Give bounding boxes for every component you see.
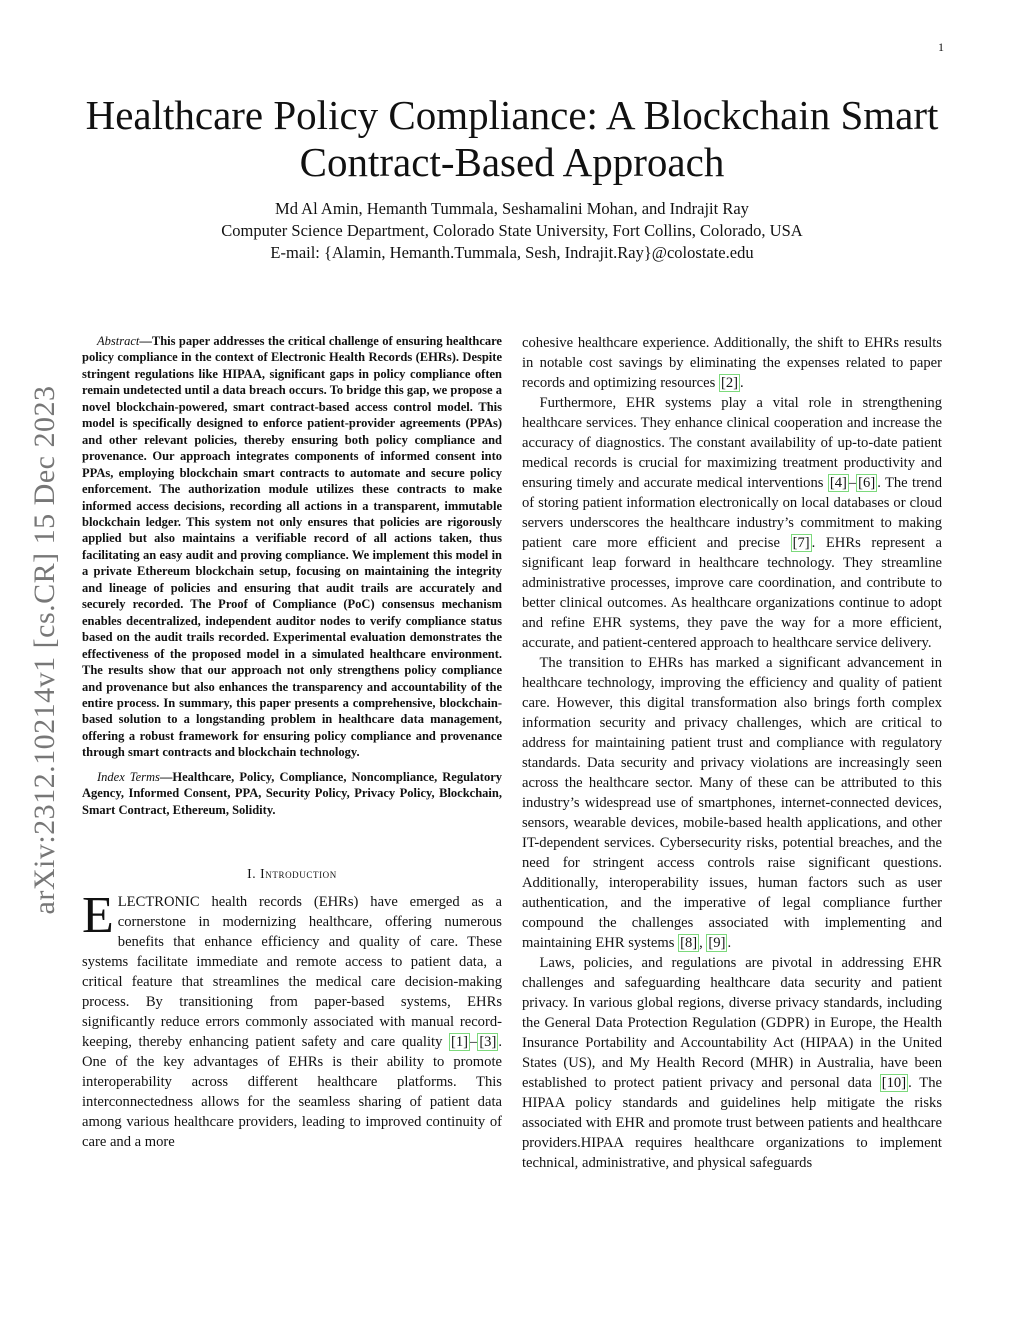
author-email: E-mail: {Alamin, Hemanth.Tummala, Sesh, Indrajit.Ray}@colostate.edu [270, 243, 754, 262]
intro-text-a: health records (EHRs) have emerged as a cornerstone in modernizing healthcare, offering numerous benefits that enhance efficiency and quality of care. These systems facilitate immediate and remote access to patient data, a critical feature that streamlines the medical care decision-making process. By transitioning from paper-based systems, EHRs significantly reduce errors commonly associated with manual record-keeping, thereby enhancing patient safety and care quality [82, 894, 502, 1051]
author-block [100, 198, 924, 264]
index-terms [82, 769, 502, 818]
abstract [82, 333, 502, 761]
citation-link[interactable]: [1] [450, 1034, 469, 1051]
paragraph-text: . The HIPAA policy standards and guidelines help mitigate the risks associated with EHR and promote trust between patients and healthcare providers.HIPAA requires healthcare organizations to implement technical, administrative, and physical safeguards [522, 1075, 942, 1171]
intro-text-b: . One of the key advantages of EHRs is their ability to promote interoperability across different healthcare platforms. This interconnectedness allows for the seamless sharing of patient data among various healthcare providers, leading to improved continuity of care and a more [82, 1034, 502, 1151]
abstract-label: Abstract [97, 334, 140, 348]
index-terms-text: Healthcare, Policy, Compliance, Noncompliance, Regulatory Agency, Informed Consent, PPA, Security Policy, Privacy Policy, Blockchain, Smart Contract, Ethereum, Solidity. [82, 769, 502, 817]
paragraph-text: . [739, 375, 744, 391]
citation-separator: , [699, 935, 707, 951]
body-paragraph [522, 953, 942, 1173]
citation-range-dash: – [848, 475, 857, 491]
citation-link[interactable]: [9] [708, 935, 726, 951]
citation-link[interactable]: [4] [829, 475, 847, 491]
citation-link[interactable]: [3] [479, 1034, 497, 1051]
body-paragraph [522, 653, 942, 953]
paragraph-text: Furthermore, EHR systems play a vital role in strengthening healthcare services. They enhance clinical cooperation and increase the accuracy of diagnostics. The constant availability of up-to-date patient medical records is crucial for maximizing treatment productivity and ensuring timely and accurate medical interventions [522, 395, 942, 491]
citation-range-dash: – [470, 1034, 478, 1051]
abstract-dash: — [139, 334, 152, 348]
paragraph-text: . The trend of storing patient information electronically on local databases or cloud servers underscores the healthcare industry’s commitment to making patient care more efficient and precise [522, 475, 943, 551]
intro-paragraph [82, 887, 502, 1152]
intro-lead-word: LECTRONIC [117, 894, 200, 911]
citation-link[interactable]: [6] [858, 475, 876, 491]
paper-title [60, 92, 964, 186]
index-terms-dash: — [159, 769, 173, 784]
abstract-text: This paper addresses the critical challenge of ensuring healthcare policy compliance in the context of Electronic Health Records (EHRs). Despite stringent regulations like HIPAA, significant gaps in policy compliance often remain undetected until a data breach occurs. To bridge this gap, we propose a novel blockchain-powered, smart contract-based access control model. This model is specifically designed to enforce patient-provider agreements (PPAs) and other relevant policies, thereby ensuring both policy compliance and provenance. Our approach integrates components of informed consent into PPAs, employing blockchain smart contracts to automate and secure policy enforcement. The authorization module utilizes these contracts to make informed access decisions, recording all actions in a transparent, immutable blockchain ledger. This system not only ensures that policies are rigorously applied but also maintains a verifiable record of all actions taken, thus facilitating an easy audit and proving compliance. We implement this model in a private Ethereum blockchain setup, focusing on maintaining the integrity and lineage of policies and ensuring that audit trails are accurately and securely recorded. The Proof of Compliance (PoC) consensus mechanism enables decentralized, independent auditor nodes to verify compliance status based on the audit trails recorded. Experimental evaluation demonstrates the effectiveness of the proposed model in a simulated healthcare environment. The results show that our approach not only strengthens policy compliance and provenance but also enhances the transparency and accountability of the entire process. In summary, this paper presents a comprehensive, blockchain-based solution to a longstanding problem in healthcare data management, offering a robust framework for ensuring policy compliance and provenance through smart contracts and blockchain technology. [82, 334, 502, 760]
section-numeral: I. [247, 866, 257, 882]
body-paragraph [522, 333, 942, 393]
drop-cap: E [82, 887, 114, 945]
citation-link[interactable]: [7] [792, 535, 810, 551]
citation-link[interactable]: [2] [720, 375, 738, 391]
citation-link[interactable]: [8] [680, 935, 698, 951]
citation-link[interactable]: [10] [881, 1075, 907, 1091]
index-terms-label: Index Terms [97, 769, 160, 784]
arxiv-identifier [22, 350, 68, 950]
section-heading-text: Introduction [260, 866, 337, 882]
section-heading-introduction [82, 864, 502, 884]
paragraph-text: . [727, 935, 732, 951]
paragraph-text: Laws, policies, and regulations are pivotal in addressing EHR challenges and safeguarding healthcare data security and patient privacy. In various global regions, diverse privacy standards, including the General Data Protection Regulation (GDPR) in Europe, the Health Insurance Portability and Accountability Act (HIPAA) in the United States (US), and My Health Record (MHR) in Australia, have been established to protect patient privacy and personal data [522, 955, 942, 1091]
title-line-1: Healthcare Policy Compliance: A Blockchain Smart [85, 92, 939, 138]
right-column [522, 333, 942, 1173]
left-column [82, 333, 502, 1152]
arxiv-identifier-text: arXiv:2312.10214v1 [cs.CR] 15 Dec 2023 [28, 385, 61, 915]
author-names: Md Al Amin, Hemanth Tummala, Seshamalini Mohan, and Indrajit Ray [275, 199, 749, 218]
title-line-2: Contract-Based Approach [299, 139, 725, 185]
body-paragraph [522, 393, 942, 653]
paragraph-text: cohesive healthcare experience. Additionally, the shift to EHRs results in notable cost savings by eliminating the expenses related to paper records and optimizing resources [522, 335, 942, 391]
author-affiliation: Computer Science Department, Colorado State University, Fort Collins, Colorado, USA [221, 221, 803, 240]
paragraph-text: . EHRs represent a significant leap forward in healthcare technology. They streamline administrative processes, improve care coordination, and contribute to better clinical outcomes. As healthcare organizations continue to adopt and refine EHR systems, they pave the way for a more efficient, accurate, and patient-centered approach to healthcare service delivery. [522, 535, 943, 651]
page-number: 1 [938, 40, 944, 54]
paragraph-text: The transition to EHRs has marked a significant advancement in healthcare technology, improving the efficiency and quality of patient care. However, this digital transformation also brings forth complex information security and privacy challenges, which are critical to address for maintaining patient trust and compliance with regulatory standards. Data security and privacy violations are increasingly seen across the healthcare sector. Many of these can be attributed to this industry’s widespread use of smartphones, internet-connected devices, sensors, wearable devices, mobile-based health applications, and other IT-dependent services. Cybersecurity risks, potential breaches, and the need for stringent access controls raise significant questions. Additionally, interoperability issues, human factors such as user authentication, and the imperative of legal compliance further compound the challenges associated with implementing and maintaining EHR systems [522, 655, 942, 951]
